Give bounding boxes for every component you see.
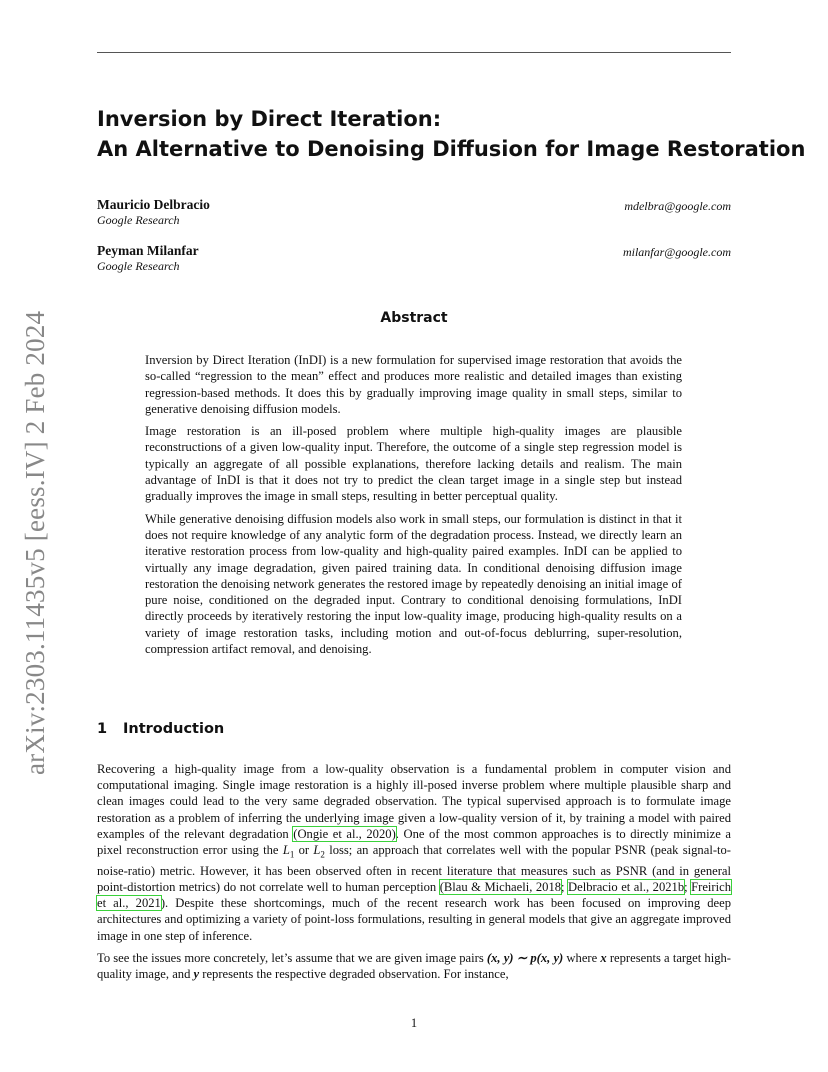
abstract-body bbox=[145, 352, 682, 663]
abstract-paragraph-3: While generative denoising diffusion models also work in small steps, our formulation is distinct in that it does not require knowledge of any analytic form of the degradation process. Instead, we directly learn an iterative restoration process from low-quality and high-quality paired examples. InDI can be applied to virtually any image degradation, given paired training data. In conditional denoising diffusion image restoration the denoising network generates the restored image by repeatedly denoising an initial image of pure noise, conditioned on the degraded input. Contrary to conditional denoising formulations, InDI directly proceeds by iteratively restoring the input low-quality image, producing high-quality results on a variety of image restoration tasks, including motion and out-of-focus deblurring, super-resolution, compression artifact removal, and denoising. bbox=[145, 511, 682, 657]
author-affiliation-2: Google Research bbox=[97, 259, 180, 273]
intro-text: ; bbox=[684, 879, 692, 894]
author-email-1: mdelbra@google.com bbox=[624, 199, 731, 213]
author-name-1: Mauricio Delbracio bbox=[97, 197, 210, 212]
section-heading bbox=[97, 721, 224, 737]
intro-text: loss; an approach that correlates well with the popular PSNR (peak signal-to-noise-ratio) metric. However, it has been observed often in recent literature that measures such as PSNR (and in general point-distortion metrics) do not correlate well to human perception bbox=[97, 843, 732, 894]
math-symbol: x bbox=[600, 950, 607, 965]
math-expression: (x, y) ∼ p(x, y) bbox=[486, 950, 564, 965]
title-line-1: Inversion by Direct Iteration: bbox=[97, 107, 442, 131]
intro-paragraph-2 bbox=[97, 950, 731, 982]
title-line-2: An Alternative to Denoising Diffusion for Image Restoration bbox=[97, 137, 806, 161]
intro-text: Recovering a high-quality image from a low-quality observation is a fundamental problem in computer vision and computational imaging. Single image restoration is a highly ill-posed inverse problem where multiple plausible sharp and clean images could lead to the very same degraded observation. The typical supervised approach is to formulate image restoration as a problem of inferring the underlying image given a low-quality version of it, by training a model with paired examples of the relevant degradation bbox=[97, 762, 731, 841]
intro-text: . One of the most common approaches is to directly minimize a pixel reconstruction error using the bbox=[97, 826, 731, 858]
intro-text: where bbox=[563, 950, 601, 965]
citation-link[interactable]: (Ongie et al., 2020) bbox=[293, 826, 396, 841]
citation-link[interactable]: Delbracio et al., 2021b bbox=[568, 879, 685, 894]
abstract-paragraph-2: Image restoration is an ill-posed problem where multiple high-quality images are plausible reconstructions of a given low-quality input. Therefore, the outcome of a single step regression model is typically an aggregate of all possible explanations, therefore lacking details and realism. The main advantage of InDI is that it does not try to predict the clean target image in a single step but instead gradually improves the image in small steps, resulting in better perceptual quality. bbox=[145, 424, 682, 504]
intro-text: represents the respective degraded observation. For instance, bbox=[199, 966, 509, 981]
intro-text: To see the issues more concretely, let’s assume that we are given image pairs bbox=[97, 950, 487, 965]
author-email-2: milanfar@google.com bbox=[622, 245, 731, 259]
header-rule bbox=[97, 52, 731, 53]
citation-link[interactable]: (Blau & Michaeli, 2018 bbox=[439, 879, 562, 894]
abstract-heading: Abstract bbox=[380, 310, 448, 326]
intro-text: or bbox=[294, 843, 314, 858]
math-subscript: 2 bbox=[320, 849, 325, 860]
citation-link[interactable]: Freirich et al., 2021 bbox=[97, 879, 732, 911]
intro-text: represents a target high-quality image, and bbox=[97, 950, 732, 981]
section-title: Introduction bbox=[123, 721, 225, 737]
abstract-paragraph-1: Inversion by Direct Iteration (InDI) is a new formulation for supervised image restoration that avoids the so-called “regression to the mean” effect and produces more realistic and detailed images than existing regression-based methods. It does this by gradually improving image quality in small steps, similar to generative denoising diffusion models. bbox=[145, 353, 682, 416]
page-number: 1 bbox=[410, 1016, 418, 1030]
paper-title bbox=[97, 104, 806, 164]
intro-text: ). Despite these shortcomings, much of the recent research work has been focused on improving deep architectures and optimizing a variety of point-loss formulations, resulting in general models that give an aggregate improved image in one step of inference. bbox=[97, 896, 731, 943]
math-symbol: y bbox=[193, 966, 200, 981]
author-affiliation-1: Google Research bbox=[97, 213, 180, 227]
arxiv-side-label: arXiv:2303.11435v5 [eess.IV] 2 Feb 2024 bbox=[20, 310, 50, 775]
math-subscript: 1 bbox=[289, 849, 295, 860]
math-symbol: L bbox=[313, 843, 321, 858]
intro-paragraph-1 bbox=[97, 761, 731, 944]
intro-text: ; bbox=[561, 879, 569, 894]
math-symbol: L bbox=[282, 843, 290, 858]
intro-body bbox=[97, 761, 731, 988]
section-number: 1 bbox=[97, 721, 108, 737]
author-name-2: Peyman Milanfar bbox=[97, 243, 199, 258]
